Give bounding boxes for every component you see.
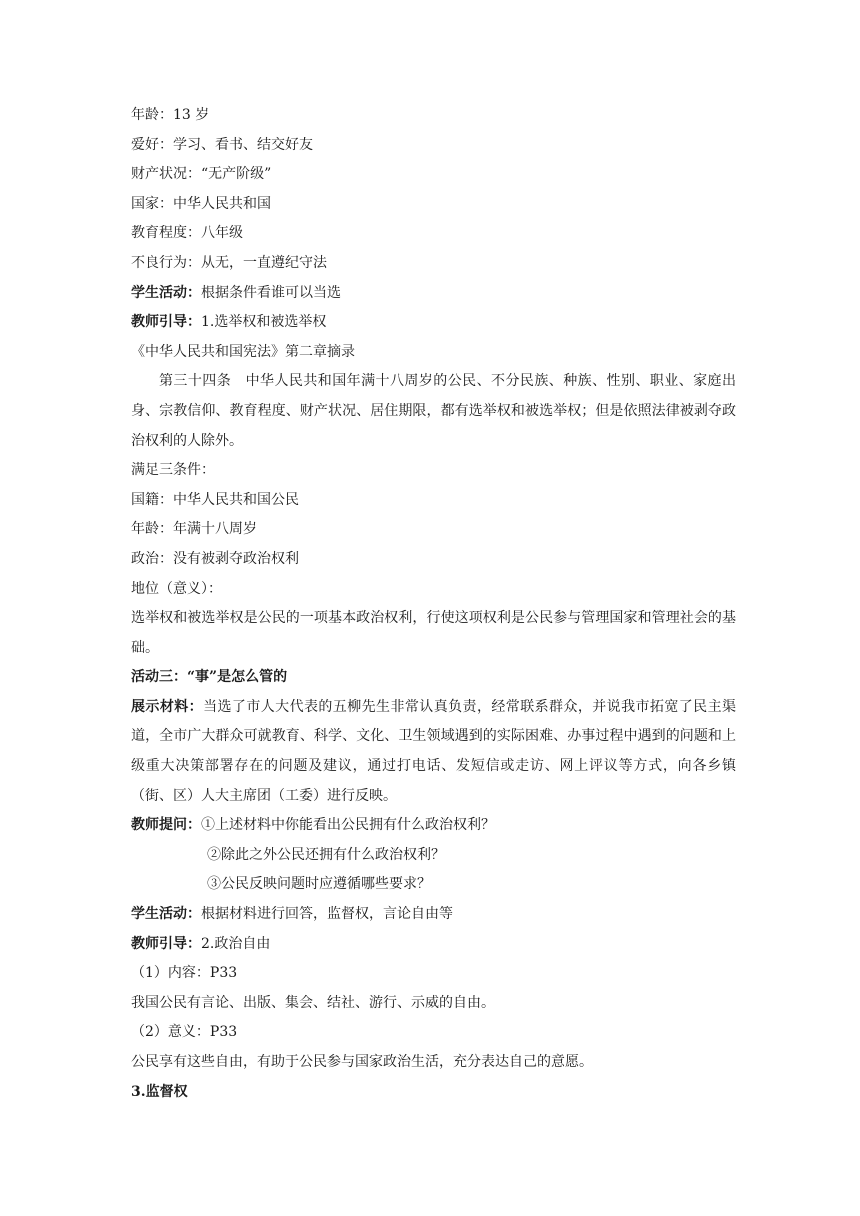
constitution-title: 《中华人民共和国宪法》第二章摘录 — [131, 343, 355, 360]
condition-age: 年龄：年满十八周岁 — [131, 521, 257, 538]
profile-age: 年龄：13 岁 — [131, 107, 210, 123]
teacher-guide-text: 1.选举权和被选举权 — [201, 314, 327, 331]
profile-education: 教育程度：八年级 — [131, 225, 243, 242]
activity-three-title: 活动三：“事”是怎么管的 — [131, 669, 288, 686]
teacher-question-label: 教师提问： — [131, 817, 201, 834]
profile-hobby: 爱好：学习、看书、结交好友 — [131, 136, 313, 153]
student-activity-text: 根据条件看谁可以当选 — [201, 284, 341, 301]
student-activity-text: 根据材料进行回答，监督权，言论自由等 — [201, 906, 453, 923]
profile-conduct: 不良行为：从无，一直遵纪守法 — [131, 254, 327, 271]
constitution-article: 第三十四条 中华人民共和国年满十八周岁的公民、不分民族、种族、性别、职业、家庭出身、宗教信仰、教育程度、财产状况、居住期限，都有选举权和被选举权；但是依照法律被剥夺政治权利的人除外。 — [131, 373, 736, 449]
profile-property: 财产状况：“无产阶级” — [131, 166, 272, 183]
teacher-guide-label: 教师引导： — [131, 935, 201, 952]
student-activity-2 — [131, 900, 736, 930]
freedom-meaning-text: 公民享有这些自由，有助于公民参与国家政治生活，充分表达自己的意愿。 — [131, 1054, 593, 1070]
freedom-content-text: 我国公民有言论、出版、集会、结社、游行、示威的自由。 — [131, 994, 495, 1011]
conditions-heading: 满足三条件： — [131, 462, 215, 479]
significance-text: 选举权和被选举权是公民的一项基本政治权利，行使这项权利是公民参与管理国家和管理社会的基础。 — [131, 610, 736, 656]
student-activity-label: 学生活动： — [131, 284, 201, 301]
teacher-question-3: ③公民反映问题时应遵循哪些要求？ — [207, 876, 431, 893]
teacher-guide-1 — [131, 308, 736, 338]
display-material-label: 展示材料： — [131, 698, 204, 715]
teacher-guide-label: 教师引导： — [131, 314, 201, 331]
display-material-text: 当选了市人大代表的五柳先生非常认真负责，经常联系群众，并说我市拓宽了民主渠道，全市广大群众可就教育、科学、文化、卫生领域遇到的实际困难、办事过程中遇到的问题和上级重大决策部署存在的问题及建议，通过打电话、发短信或走访、网上评议等方式，向各乡镇（街、区）人大主席团（工委）进行反映。 — [131, 698, 737, 804]
display-material — [131, 693, 736, 811]
freedom-meaning-label: （2）意义：P33 — [131, 1024, 238, 1041]
profile-country: 国家：中华人民共和国 — [131, 195, 271, 212]
teacher-guide-2 — [131, 930, 736, 960]
document-body — [131, 101, 736, 1107]
teacher-question-1 — [131, 811, 736, 841]
supervision-title: 3.监督权 — [131, 1083, 188, 1100]
question-1-text: ①上述材料中你能看出公民拥有什么政治权利？ — [201, 817, 495, 834]
student-activity-label: 学生活动： — [131, 906, 201, 923]
significance-heading: 地位（意义）： — [131, 580, 222, 597]
teacher-guide-text: 2.政治自由 — [201, 935, 271, 952]
student-activity-1 — [131, 279, 736, 309]
teacher-question-2: ②除此之外公民还拥有什么政治权利？ — [207, 846, 445, 863]
condition-nationality: 国籍：中华人民共和国公民 — [131, 491, 299, 508]
freedom-content-label: （1）内容：P33 — [131, 965, 238, 982]
condition-politics: 政治：没有被剥夺政治权利 — [131, 550, 299, 567]
